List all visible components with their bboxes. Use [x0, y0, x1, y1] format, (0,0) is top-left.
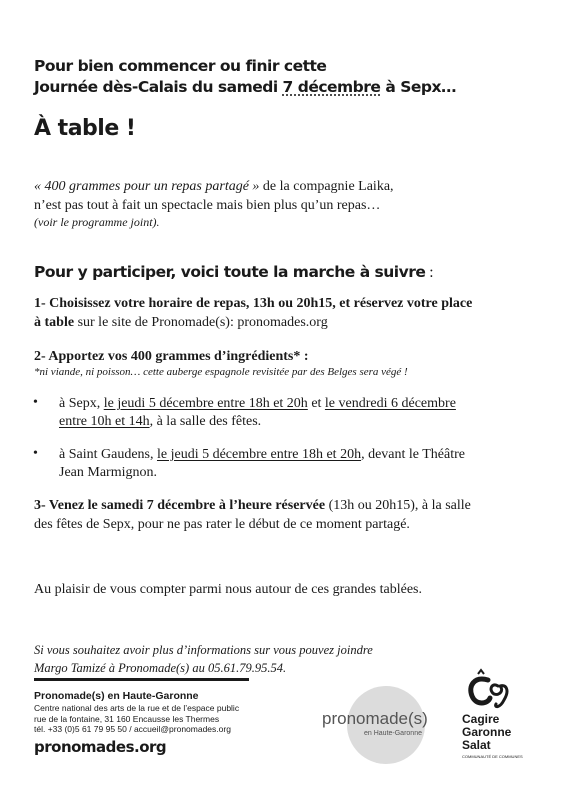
cagire-subtext: COMMUNAUTÉ DE COMMUNES — [462, 754, 523, 759]
footer-org: Pronomade(s) en Haute-Garonne Centre national des arts de la rue et de l’espace public rue de la fontaine, 31 160 Encausse les Thermes tél. +33 (0)5 61 79 95 50 / accueil@pronomades.org — [34, 690, 240, 734]
step-1: 1- Choisissez votre horaire de repas, 13h ou 20h15, et réservez votre place à table sur le site de Pronomade(s): pronomades.org — [34, 296, 473, 330]
info: Si vous souhaitez avoir plus d’informations sur vous pouvez joindre Margo Tamizé à Pronomade(s) au 05.61.79.95.54. — [34, 643, 373, 675]
step-2-note: *ni viande, ni poisson… cette auberge espagnole revisitée par des Belges sera végé ! — [34, 366, 408, 378]
website-link[interactable]: pronomades.org — [34, 738, 167, 756]
bullet-saint-gaudens: à Saint Gaudens, le jeudi 5 décembre entre 18h et 20h, devant le Théâtre Jean Marmignon. — [59, 447, 465, 480]
closing-text: Au plaisir de vous compter parmi nous autour de ces grandes tablées. — [34, 582, 423, 597]
bullet-dot: • — [33, 395, 38, 410]
intro: « 400 grammes pour un repas partagé » de la compagnie Laika, n’est pas tout à fait un spectacle mais bien plus qu’un repas… (voir le programme joint). — [34, 179, 394, 229]
programme-note: (voir le programme joint). — [34, 215, 160, 229]
cagire-emblem-icon — [464, 668, 519, 713]
section-title: Pour y participer, voici toute la marche à suivre : — [34, 263, 434, 281]
pronomades-logo — [322, 686, 472, 766]
bullet-dot: • — [33, 446, 38, 461]
header — [34, 56, 456, 98]
show-title: « 400 grammes pour un repas partagé » — [34, 179, 260, 194]
header-line-1: Pour bien commencer ou finir cette — [34, 57, 327, 75]
bullet-sepx: à Sepx, le jeudi 5 décembre entre 18h et 20h et le vendredi 6 décembre entre 10h et 14h, à la salle des fêtes. — [59, 396, 456, 429]
step-2: 2- Apportez vos 400 grammes d’ingrédients* : *ni viande, ni poisson… cette auberge espagnole revisitée par des Belges sera végé ! — [34, 349, 408, 378]
footer-divider — [34, 678, 249, 681]
header-line-2: Journée dès-Calais du samedi 7 décembre à Sepx… — [34, 78, 456, 96]
cagire-logo: Cagire Garonne Salat COMMUNAUTÉ DE COMMUNES — [460, 668, 550, 768]
step-3: 3- Venez le samedi 7 décembre à l’heure réservée (13h ou 20h15), à la salle des fêtes de Sepx, pour ne pas rater le début de ce moment partagé. — [34, 498, 471, 532]
logo-text: pronomade(s) — [322, 709, 428, 728]
page-title: À table ! — [34, 116, 136, 141]
logo-subtext: en Haute-Garonne — [364, 730, 422, 737]
